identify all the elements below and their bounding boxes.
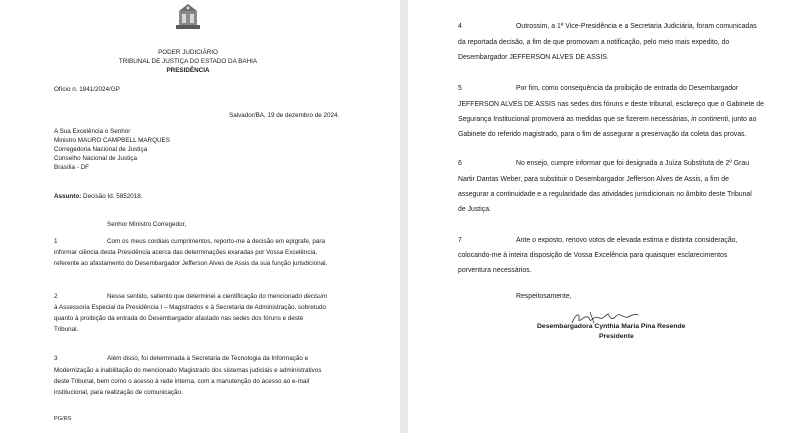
- paragraph-1-line: Com os meus cordiais cumprimentos, reporto-me à decisão em epígrafe, para: [107, 238, 326, 245]
- recipient-line: Conselho Nacional de Justiça: [54, 155, 137, 162]
- paragraph-number: 1: [54, 238, 58, 245]
- paragraph-5-line: [458, 114, 756, 126]
- paragraph-2-line: à Assessoria Especial da Presidência I – Magistrados e à Secretaria de Administração, sobretudo: [54, 304, 326, 311]
- paragraph-number: 3: [54, 355, 58, 362]
- paragraph-3-line: deste Tribunal, bem como o acesso à rede interna, com a manutenção do acesso ao e-mail: [54, 378, 310, 385]
- paragraph-3-line: Além disso, foi determinada à Secretaria de Tecnologia da Informação e: [107, 355, 309, 362]
- paragraph-5-line: Gabinete do referido magistrado, para o fim de assegurar a preservação da coleta das provas.: [458, 131, 747, 138]
- paragraph-1-line: informar ciência desta Presidência acerca das determinações exaradas por Vossa Excelência,: [54, 249, 318, 256]
- assunto-label: Assunto:: [54, 193, 82, 200]
- paragraph-2-line: Tribunal.: [54, 326, 79, 333]
- footer-initials: PG/RS: [54, 416, 72, 422]
- signatory-title: Presidente: [599, 333, 634, 340]
- paragraph-number: 7: [458, 237, 462, 244]
- date-line: Salvador/BA, 19 de dezembro de 2024.: [229, 112, 340, 119]
- assunto-line: [54, 192, 143, 203]
- paragraph-2-text: Nesse sentido, saliento que determinei a cientificação do mencionado: [107, 293, 304, 300]
- closing: Respeitosamente,: [516, 293, 572, 300]
- paragraph-3-line: Modernização a inabilitação do mencionado Magistrado dos sistemas judiciais e administrativos: [54, 367, 322, 374]
- paragraph-7-line: colocando-me à inteira disposição de Vossa Excelência para quaisquer esclarecimentos: [458, 252, 728, 259]
- document-page-2: [408, 0, 808, 433]
- paragraph-5-italic: in continenti: [691, 116, 729, 123]
- paragraph-6-line: Nartir Dantas Weber, para substituir o Desembargador Jefferson Alves de Assis, a fim de: [458, 176, 729, 183]
- page-gap: [400, 0, 408, 433]
- header-poder-judiciario: PODER JUDICIÁRIO: [158, 49, 218, 56]
- paragraph-2-line: quanto à proibição da entrada do Desembargador afastado nas sedes dos fóruns e deste: [54, 315, 304, 322]
- document-page-1: [0, 0, 400, 433]
- paragraph-6-line: de Justiça.: [458, 206, 491, 213]
- paragraph-5-line: JEFFERSON ALVES DE ASSIS nas sedes dos fóruns e deste tribunal, esclareço que o Gabinete de: [458, 101, 764, 108]
- paragraph-3-line: institucional, para realização de comunicação.: [54, 389, 183, 396]
- paragraph-4-line: da reportada decisão, a fim de que promovam a notificação, pelo meio mais expedito, do: [458, 39, 730, 46]
- assunto-value: Decisão Id. 5852018.: [81, 193, 143, 200]
- header-presidencia: PRESIDÊNCIA: [166, 67, 210, 74]
- paragraph-2-line: [107, 292, 327, 303]
- paragraph-5-text: Segurança Institucional promoverá as medidas que se fizerem necessárias,: [458, 116, 692, 123]
- paragraph-4-line: Outrossim, a 1ª Vice-Presidência e a Secretaria Judiciária, foram comunicadas: [516, 23, 757, 30]
- paragraph-1-line: referente ao afastamento do Desembargador Jefferson Alves de Assis da sua função jurisdicional.: [54, 260, 328, 267]
- paragraph-number: 2: [54, 293, 58, 300]
- salutation: Senhor Ministro Corregedor,: [107, 221, 187, 228]
- signatory-name: Desembargadora Cynthia Maria Pina Resende: [537, 323, 686, 330]
- paragraph-5-text: , junto ao: [728, 116, 757, 123]
- recipient-line: Brasília - DF: [54, 164, 89, 171]
- coat-of-arms-icon: [174, 2, 202, 32]
- recipient-line: Ministro MAURO CAMPBELL MARQUES: [54, 137, 170, 144]
- recipient-line: A Sua Excelência o Senhor: [54, 128, 131, 135]
- paragraph-2-italic: decisum: [303, 293, 328, 300]
- paragraph-number: 5: [458, 85, 462, 92]
- paragraph-6-line: assegurar a continuidade e a regularidade das atividades jurisdicionais no âmbito deste Tribunal: [458, 191, 752, 198]
- paragraph-number: 4: [458, 23, 462, 30]
- paragraph-5-line: Por fim, como consequência da proibição de entrada do Desembargador: [516, 85, 739, 92]
- paragraph-number: 6: [458, 160, 462, 167]
- paragraph-6-line: No ensejo, cumpre informar que foi designada a Juíza Substituta de 2º Grau: [516, 160, 750, 167]
- oficio-number: Ofício n. 1841/2024/GP: [54, 86, 120, 93]
- paragraph-7-line: porventura necessários.: [458, 267, 532, 274]
- paragraph-7-line: Ante o exposto, renovo votos de elevada estima e distinta consideração,: [516, 237, 738, 244]
- recipient-line: Corregedoria Nacional de Justiça: [54, 146, 148, 153]
- header-tribunal: TRIBUNAL DE JUSTIÇA DO ESTADO DA BAHIA: [118, 58, 258, 65]
- paragraph-4-line: Desembargador JEFFERSON ALVES DE ASSIS.: [458, 54, 609, 61]
